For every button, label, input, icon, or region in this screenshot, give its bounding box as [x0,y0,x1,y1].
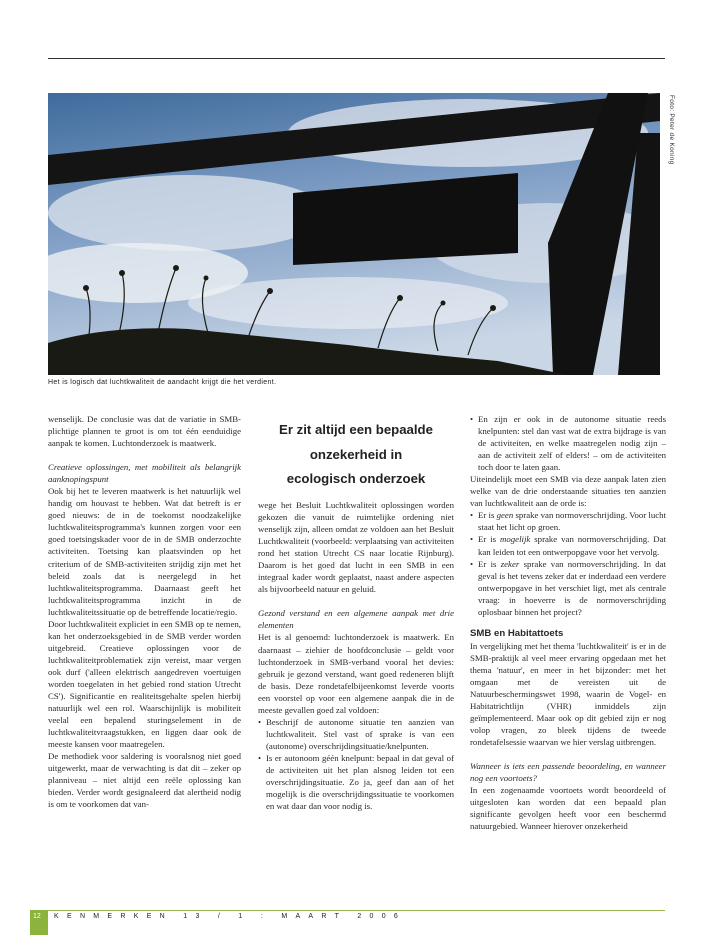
list-text: Er is [478,558,501,569]
pull-quote-line-2: onzekerheid in [309,446,403,462]
photo-credit-text: Foto: Peter de Koning [668,95,675,165]
list-item [470,533,666,557]
top-rule [48,58,665,59]
column-3 [470,413,666,833]
list-item: • Is er autonoom géén knelpunt: bepaal in dat geval of de activiteiten uit het plan alsnog leiden tot een overschrijdingsituatie. Zo ja, geef dan aan of het mogelijk is die overschrijdingssituatie te voorkomen en wat daar dan voor nodig is. [258,752,454,812]
column3-paragraph-2: In vergelijking met het thema 'luchtkwaliteit' is er in de SMB-praktijk al veel meer ervaring opgedaan met het thema 'natuur', en meer in het bijzonder: met het omgaan met de vereisten uit de Natuurbeschermingswet 1998, waarin de Vogel- en Habitatrichtlijn (VHR) inmiddels zijn geïmplementeerd. Maar ook op dit gebied zijn er nog volop vragen, zo bleek tijdens de tweede rondetafelsessie waarvan we hier verslag uitbrengen. [470,640,666,748]
column2-paragraph-2: Het is al genoemd: luchtonderzoek is maatwerk. En daarnaast – ziehier de hoofdconclusie – geldt voor luchtonderzoek in SMB-verband vooral het devies: gebruik je gezond verstand, want goed redeneren blijft de basis. Deze rondetafelbijeenkomst leverde voorts een voorstel op voor een algemene aanpak die in de meeste gevallen goed zal voldoen: [258,632,454,715]
photo-caption: Het is logisch dat luchtkwaliteit de aandacht krijgt die het verdient. [48,379,277,386]
column1-subheading: Creatieve oplossingen, met mobiliteit als belangrijk aanknopingspunt [48,462,241,485]
column3-paragraph-3: In een zogenaamde voortoets wordt beoordeeld of uitgesloten kan worden dat een bepaald plan significante gevolgen heeft voor een beschermd natuurgebied. Wanneer hierover onzekerheid [470,785,666,832]
list-item: • En zijn er ook in de autonome situatie reeds knelpunten: stel dan vast wat de extra bijdrage is van de activiteiten, en welke maatregelen nodig zijn – aan de activiteit zelf of elders! – om de activiteiten toch door te laten gaan. [470,413,666,473]
column-2 [258,499,454,812]
footer-rule [48,910,665,911]
column1-paragraph-1: wenselijk. De conclusie was dat de variatie in SMB-plichtige plannen te groot is om tot één eenduidige aanpak te komen. Luchtonderzoek is maatwerk. [48,414,241,449]
list-text: Er is [478,510,497,521]
list-item [470,558,666,618]
list-text: sprake van normoverschrijding. In dat geval is het tevens zeker dat er inderdaad een verdere ontwerpopgave in het verschiet ligt, met als centrale vraag: in hoeverre is de normoverschrijding oplosbaar binnen het project? [478,558,666,617]
photo [48,93,660,375]
column2-list [258,716,454,812]
list-text: sprake van normoverschrijding. Dat kan leiden tot een ontwerpopgave voor het vervolg. [478,534,666,557]
list-emphasis: mogelijk [500,534,531,545]
magazine-issue: KENMERKEN 13 / 1 : MAART 2006 [54,913,407,920]
column2-paragraph-1: wege het Besluit Luchtkwaliteit oplossingen worden gekozen die vanuit de ruimtelijke ordening niet wenselijk zijn, alleen omdat ze voldoen aan het Besluit Luchtkwaliteit (voorbeeld: verplaatsing van activiteiten rond het station Utrecht CS naar locatie Rijnburg). Daarom is het goed dat lucht in een SMB in een integraal kader wordt geplaatst, naast andere aspecten als bijvoorbeeld natuur en geluid. [258,500,454,595]
pull-quote-line-1: Er zit altijd een bepaalde [279,422,433,437]
list-emphasis: zeker [500,558,520,569]
list-emphasis: geen [496,510,514,521]
list-item [470,509,666,533]
section-heading: SMB en Habitattoets [470,627,564,639]
photo-credit [664,95,678,175]
page-number: 12 [33,913,41,920]
column2-subheading: Gezond verstand en een algemene aanpak met drie elementen [258,608,454,631]
column-1 [48,413,241,811]
column3-list-1 [470,413,666,473]
column3-paragraph-1: Uiteindelijk moet een SMB via deze aanpak laten zien welke van de drie onderstaande situaties ten aanzien van luchtkwaliteit aan de orde is: [470,474,666,509]
list-text: sprake van normoverschrijding. Voor lucht staat het licht op groen. [478,510,666,533]
list-text: Er is [478,534,501,545]
column3-subheading: Wanneer is iets een passende beoordeling, en wanneer nog een voortoets? [470,761,666,784]
pull-quote-line-3: ecologisch onderzoek [286,471,426,486]
column3-list-2 [470,509,666,617]
column1-paragraph-3: Door luchtkwaliteit expliciet in een SMB op te nemen, kan het onderzoeksgebied in de SMB verder worden uitgebreid. Creatieve oplossingen voor de luchtkwaliteitproblematiek zijn vereist, maar vergen ook durf ('alleen elektrisch aangedreven voertuigen worden toegelaten in het gebied rond station Utrecht CS'). Significantie en realiteitsgehalte spelen hierbij natuurlijk wel een rol. Waarschijnlijk is mobiliteit veelal een bepalend sturingselement in de luchtkwaliteitvraagstukken, en liggen daar ook de meeste kansen voor maatregelen. [48,618,241,750]
pull-quote [258,418,454,492]
column1-paragraph-2: Ook bij het te leveren maatwerk is het natuurlijk wel handig om houvast te hebben. Wat dat betreft is er goed nieuws: de in de toekomst noodzakelijke luchtkwaliteitsprogramma's kunnen zorgen voor een goed toetsingskader voor de in de SMB onderzochte activiteiten. Toetsing kan plaatsvinden op het criterium of de SMB-activiteiten strijdig zijn met het beleid zoals dat is neergelegd in het luchtkwaliteitsprogramma. Daarnaast geeft het luchtkwaliteitsprogramma inzicht in de luchtkwaliteitssituatie op de betreffende locatie/regio. [48,486,241,617]
list-item: • Beschrijf de autonome situatie ten aanzien van luchtkwaliteit. Stel vast of sprake is van een (autonome) overschrijdingsituatie/knelpunten. [258,716,454,752]
column1-paragraph-4: De methodiek voor saldering is vooralsnog niet goed uitgewerkt, maar de verwachting is dat dit – zeker op planniveau – niet altijd een reële oplossing kan bieden. Verder wordt gesignaleerd dat alertheid nodig is om te voorkomen dat van- [48,751,241,810]
sky-bench-photo [48,93,660,375]
